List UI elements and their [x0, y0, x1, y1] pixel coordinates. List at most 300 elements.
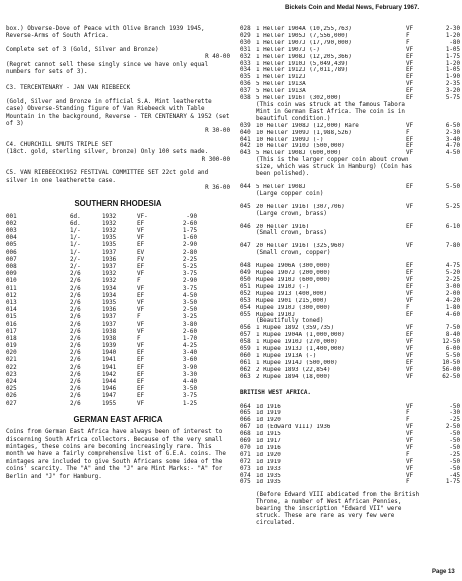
lot-number: 011	[6, 285, 17, 292]
price: 1-20	[445, 60, 460, 67]
edward-note: (Before Edward VIII abdicated from the British Throne, a number of West African Pennies, bearing the inscription "Edward VII" were struck. These are rare as very few were circulated.	[256, 492, 420, 526]
price: 3-80	[182, 321, 197, 328]
table-row	[6, 393, 230, 400]
rhodesia-heading: SOUTHERN RHODESIA	[74, 199, 162, 209]
lot-number: 020	[6, 350, 17, 357]
denomination: 1/-	[70, 235, 81, 242]
year: 1935	[102, 235, 117, 242]
grade: F	[406, 304, 410, 311]
lot-number: 037	[240, 88, 251, 95]
table-row	[6, 300, 230, 307]
grade: VF	[137, 235, 145, 242]
price: 2-90	[182, 242, 197, 249]
lot-number: 021	[6, 357, 17, 364]
coin-description: 1 Heller 1912J	[256, 74, 306, 81]
c4-text: (18ct. gold, sterling silver, bronze) Only 100 sets made.	[6, 149, 209, 156]
year: 1942	[102, 371, 117, 378]
price: 12-50	[442, 339, 460, 346]
price: 3-40	[445, 136, 460, 143]
grade: VF	[137, 285, 145, 292]
grade: EF	[406, 270, 414, 277]
price: -80	[449, 39, 460, 46]
c5-price: R 36-00	[205, 184, 230, 191]
denomination: 2/6	[70, 278, 81, 285]
price: 1-80	[445, 304, 460, 311]
grade: EF	[137, 371, 145, 378]
list-item	[240, 204, 462, 211]
lot-number: 017	[6, 328, 17, 335]
denomination: 2/6	[70, 357, 81, 364]
year: 1955	[102, 400, 117, 407]
table-row	[6, 357, 230, 364]
table-row	[6, 343, 230, 350]
price: -25	[449, 451, 460, 458]
coin-description: Rupee 1910J (-)	[256, 283, 310, 290]
lot-number: 068	[240, 431, 251, 438]
lot-number: 024	[6, 379, 17, 386]
list-item	[240, 360, 462, 367]
price: 3-75	[182, 271, 197, 278]
denomination: 2/-	[70, 256, 81, 263]
coin-description: 1d 1917	[256, 438, 281, 445]
denomination: 2/6	[70, 343, 81, 350]
lot-number: 051	[240, 283, 251, 290]
table-row	[6, 242, 230, 249]
grade: EF	[137, 350, 145, 357]
coin-description: 1d (Edward VIII) 1936	[256, 424, 331, 431]
list-item	[240, 224, 462, 231]
list-item	[240, 81, 462, 88]
list-item	[240, 150, 462, 157]
coin-description: 1 Heller 1905J (7,556,000)	[256, 32, 349, 39]
price: 1-75	[182, 228, 197, 235]
grade: EF	[406, 95, 414, 102]
lot-number: 058	[240, 339, 251, 346]
lot-number: 060	[240, 352, 251, 359]
price: 3-50	[182, 386, 197, 393]
table-row	[6, 372, 230, 379]
grade: VF	[137, 228, 145, 235]
lot-number: 056	[240, 325, 251, 332]
grade: EF	[406, 359, 414, 366]
denomination: 2/6	[70, 328, 81, 335]
lot-number: 069	[240, 438, 251, 445]
year: 1935	[102, 242, 117, 249]
list-item	[240, 353, 462, 360]
price: 4-60	[445, 311, 460, 318]
price: 3-60	[182, 357, 197, 364]
c3-text: (Gold, Silver and Bronze in official S.A. Mint leatherette case) Obverse-Standing figure of Van Riebeeck with Table Mountain in the background, Reverse - TER CENTENARY & 1952 (set of 3)	[6, 98, 230, 128]
list-item	[240, 459, 462, 466]
denomination: 2/6	[70, 307, 81, 314]
table-row	[6, 286, 230, 293]
denomination: 2/6	[70, 299, 81, 306]
lot-number: 004	[6, 235, 17, 242]
lot-number: 035	[240, 74, 251, 81]
lot-number: 030	[240, 39, 251, 46]
list-item	[240, 404, 462, 411]
list-item	[240, 298, 462, 305]
lot-number: 067	[240, 424, 251, 431]
grade: F	[406, 129, 410, 136]
grade: EF	[137, 357, 145, 364]
price: 1-75	[445, 53, 460, 60]
lot-number: 015	[6, 314, 17, 321]
grade: F	[406, 451, 410, 458]
denomination: 2/6	[70, 271, 81, 278]
price: 3-00	[445, 283, 460, 290]
grade: VF	[137, 307, 145, 314]
coin-description: 1 Heller 1907J (17,790,000)	[256, 39, 352, 46]
left-column	[6, 26, 230, 481]
lot-number: 019	[6, 343, 17, 350]
lot-number: 053	[240, 297, 251, 304]
coin-description: 1 Heller 1908J (12,205,366)	[256, 53, 352, 60]
price: 1-05	[445, 67, 460, 74]
list-item	[240, 263, 462, 270]
lot-number: 073	[240, 465, 251, 472]
lot-number: 045	[240, 203, 251, 210]
price: 1-75	[445, 479, 460, 486]
list-item	[240, 95, 462, 102]
bwa-heading: BRITISH WEST AFRICA.	[240, 389, 311, 396]
price: 2-50	[182, 307, 197, 314]
price: 1-90	[445, 74, 460, 81]
lot-number: 046	[240, 223, 251, 230]
year: 1938	[102, 328, 117, 335]
price: 4-40	[182, 379, 197, 386]
list-item	[240, 277, 462, 284]
list-item	[240, 346, 462, 353]
coin-description: Rupee 1901 (215,000)	[256, 297, 327, 304]
coin-description: 1d 1916	[256, 444, 281, 451]
price: 1-60	[182, 235, 197, 242]
grade: F	[137, 314, 141, 321]
denomination: 2/6	[70, 335, 81, 342]
c4-price: R 300-00	[201, 156, 230, 163]
price: 2-90	[182, 278, 197, 285]
denomination: 1/-	[70, 249, 81, 256]
coin-description: 1 Heller 1912J (7,011,789)	[256, 67, 349, 74]
grade: VF	[406, 277, 414, 283]
coin-description: Rupee 1907J (200,000)	[256, 270, 331, 277]
year: 1934	[102, 285, 117, 292]
rhodesia-table	[6, 214, 230, 408]
coin-description: 1 Rupee 1913J (1,400,000)	[256, 346, 345, 353]
coin-description: 5 Heller 1908J (600,000)	[256, 150, 342, 157]
table-row	[6, 314, 230, 321]
coin-description: 1d 1920	[256, 417, 281, 424]
lot-number: 033	[240, 60, 251, 67]
table-row	[6, 278, 230, 285]
table-row	[6, 329, 230, 336]
grade: EF	[406, 311, 414, 318]
gea-heading: GERMAN EAST AFRICA	[73, 414, 163, 424]
grade: F	[406, 39, 410, 46]
grade: VF	[406, 290, 414, 297]
denomination: 2/6	[70, 285, 81, 292]
grade: VF	[406, 424, 414, 431]
lot-number: 028	[240, 26, 251, 32]
price: 4-50	[182, 292, 197, 299]
grade: VF	[406, 444, 414, 451]
grade: EF	[406, 53, 414, 60]
year: 1946	[102, 386, 117, 393]
lot-number: 026	[6, 393, 17, 400]
table-row	[6, 322, 230, 329]
lot-number: 014	[6, 307, 17, 314]
coin-description: Rupee 1913 (400,000)	[256, 290, 327, 297]
coin-description: 10 Heller 1910J (500,000)	[256, 143, 345, 150]
price: 5-25	[182, 264, 197, 271]
lot-number: 062	[240, 366, 251, 373]
year: 1940	[102, 350, 117, 357]
price: 4-70	[445, 143, 460, 150]
grade: EF	[406, 283, 414, 290]
list-item	[240, 305, 462, 312]
coin-description: 1 Rupee 1913A (-)	[256, 352, 317, 359]
price: 6-10	[445, 223, 460, 230]
grade: VF-	[137, 213, 148, 220]
c5-title: C5. VAN RIEBEECK1952 FESTIVAL COMMITTEE SET 22ct gold and silver in one leatherette case.	[6, 170, 209, 184]
table-row	[6, 401, 230, 408]
grade: VF	[137, 343, 145, 350]
price: 2-00	[445, 290, 460, 297]
lot-number: 007	[6, 256, 17, 263]
list-item	[240, 284, 462, 291]
table-row	[6, 336, 230, 343]
price: -50	[449, 444, 460, 451]
year: 1944	[102, 379, 117, 386]
grade: EF	[406, 263, 414, 270]
table-row	[6, 264, 230, 271]
lot-number: 031	[240, 46, 251, 53]
lot-number: 002	[6, 220, 17, 227]
price: 3-20	[445, 88, 460, 95]
list-item	[240, 452, 462, 459]
lot-number: 072	[240, 458, 251, 465]
lot-number: 018	[6, 335, 17, 342]
coin-description: 1 Heller 1907J (-)	[256, 46, 320, 53]
lot-number: 032	[240, 53, 251, 60]
grade: VF	[406, 403, 414, 410]
lot-number: 008	[6, 264, 17, 271]
lot-number: 074	[240, 472, 251, 479]
coin-description: 2 Rupee 1893 (22,854)	[256, 366, 331, 373]
coin-description: 10 Heller 1909J (1,988,526)	[256, 129, 352, 136]
grade: F	[137, 335, 141, 342]
year: 1932	[102, 271, 117, 278]
coin-description: 1d 1919	[256, 410, 281, 417]
price: 4-75	[445, 263, 460, 270]
price: 4-20	[445, 297, 460, 304]
coin-description: 1 Rupee 1904A (1,000,000)	[256, 332, 345, 339]
price: 5-50	[445, 183, 460, 190]
grade: VF	[406, 325, 414, 332]
grade: VF	[406, 438, 414, 445]
denomination: 2/6	[70, 350, 81, 357]
lot-number: 012	[6, 292, 17, 299]
grade: EF	[406, 183, 414, 190]
list-item	[240, 88, 462, 95]
denomination: 2/6	[70, 393, 81, 400]
list-item	[240, 123, 462, 130]
denomination: 6d.	[70, 220, 81, 227]
lot-number: 041	[240, 136, 251, 143]
coin-description: 1d 1935	[256, 479, 281, 486]
entry-046	[240, 224, 462, 231]
denomination: 2/6	[70, 314, 81, 321]
grade: VF	[406, 297, 414, 304]
set-price: R 40-00	[205, 54, 230, 61]
coin-description: 10 Heller 1908J (12,000) Rare	[256, 122, 359, 129]
price: 2-35	[445, 81, 460, 88]
lot-number: 061	[240, 359, 251, 366]
grade: EF	[406, 67, 414, 74]
list-item	[240, 431, 462, 438]
lot-number: 047	[240, 243, 251, 250]
grade: EF	[406, 136, 414, 143]
price: -50	[449, 438, 460, 445]
price: 6-00	[445, 346, 460, 353]
coin-description: Rupee 1910J	[256, 311, 296, 318]
lot-number: 049	[240, 270, 251, 277]
price: 4-50	[445, 150, 460, 157]
note-046: (Small crown, brass)	[256, 230, 327, 237]
coin-description: 1 Heller 1904A (10,255,763)	[256, 26, 352, 32]
list-item	[240, 291, 462, 298]
lot-number: 036	[240, 81, 251, 88]
year: 1939	[102, 343, 117, 350]
lot-number: 044	[240, 183, 251, 190]
denomination: 2/-	[70, 264, 81, 271]
grade: EV	[137, 249, 145, 256]
coin-description: Rupee 1906A (300,000)	[256, 263, 331, 270]
list-item	[240, 54, 462, 61]
price: 5-25	[445, 203, 460, 210]
denomination: 2/6	[70, 371, 81, 378]
grade: VF	[406, 243, 414, 250]
list-item	[240, 184, 462, 191]
grade: EF	[406, 223, 414, 230]
year: 1938	[102, 335, 117, 342]
table-row	[6, 257, 230, 264]
price: -50	[449, 403, 460, 410]
lot-number: 064	[240, 403, 251, 410]
price: 2-60	[182, 328, 197, 335]
list-item	[240, 445, 462, 452]
note-045: (Large crown, brass)	[256, 210, 327, 217]
lot-number: 022	[6, 364, 17, 371]
grade: VF	[137, 299, 145, 306]
price: 1-70	[182, 335, 197, 342]
rupee-list-d	[240, 325, 462, 380]
list-item	[240, 466, 462, 473]
list-item	[240, 473, 462, 480]
price: 2-30	[445, 26, 460, 32]
list-item	[240, 424, 462, 431]
grade: VF	[406, 465, 414, 472]
grade: EF	[137, 393, 145, 400]
grade: VF	[137, 321, 145, 328]
grade: VF	[406, 472, 414, 479]
lot-number: 054	[240, 304, 251, 311]
coin-description: 1d 1919	[256, 458, 281, 465]
table-row	[6, 235, 230, 242]
price: -25	[449, 417, 460, 424]
list-item	[240, 67, 462, 74]
price: 2-60	[182, 220, 197, 227]
price: 10-50	[442, 359, 460, 366]
coin-description: 1d 1915	[256, 431, 281, 438]
table-row	[6, 365, 230, 372]
grade: EF	[406, 332, 414, 339]
lot-number: 025	[6, 386, 17, 393]
denomination: 1/-	[70, 242, 81, 249]
lot-number: 071	[240, 451, 251, 458]
list-item	[240, 47, 462, 54]
price: 62-50	[442, 373, 460, 380]
grade: VF	[406, 203, 414, 210]
price: -90	[186, 213, 197, 220]
note-047: (Small crown, copper)	[256, 250, 331, 257]
price: -30	[449, 410, 460, 417]
coin-description: 1d 1933	[256, 465, 281, 472]
list-item	[240, 332, 462, 339]
year: 1937	[102, 321, 117, 328]
coin-description: 2 Rupee 1894 (18,000)	[256, 373, 331, 380]
year: 1947	[102, 393, 117, 400]
denomination: 6d.	[70, 213, 81, 220]
toned-note: (Beautifully toned)	[256, 318, 324, 325]
hamburg-note: (This is the larger copper coin about crown size, which was struck in Hamburg) (Coin has been polished).	[256, 157, 413, 178]
year: 1935	[102, 299, 117, 306]
lot-number: 057	[240, 332, 251, 339]
grade: VF	[406, 352, 414, 359]
list-item	[240, 143, 462, 150]
price: -45	[449, 472, 460, 479]
price: 7-50	[445, 325, 460, 332]
table-row	[6, 271, 230, 278]
table-row	[6, 307, 230, 314]
year: 1936	[102, 307, 117, 314]
grade: F	[406, 479, 410, 486]
lot-number: 039	[240, 122, 251, 129]
price: 2-25	[445, 277, 460, 283]
lot-number: 016	[6, 321, 17, 328]
bwa-list	[240, 404, 462, 487]
price: 2-50	[445, 424, 460, 431]
intro-paragraph: box.) Obverse-Dove of Peace with Olive Branch 1939 1945, Reverse-Arms of South Africa.	[6, 26, 205, 40]
coin-description: 20 Heller 1916T (325,960)	[256, 243, 345, 250]
price: 8-40	[445, 332, 460, 339]
list-item	[240, 367, 462, 374]
denomination: 2/6	[70, 364, 81, 371]
lot-number: 052	[240, 290, 251, 297]
coin-description: 5 Heller 1913A	[256, 81, 306, 88]
list-item	[240, 312, 462, 319]
year: 1932	[102, 220, 117, 227]
lot-number: 009	[6, 271, 17, 278]
price: 1-05	[445, 46, 460, 53]
regret-note: (Regret cannot sell these singly since we have only equal numbers for sets of 3).	[6, 61, 209, 76]
tabora-note: (This coin was struck at the famous Tabora Mint in German East Africa. The coin is in beautiful condition.)	[256, 101, 405, 122]
table-row	[6, 293, 230, 300]
heller-list-a	[240, 26, 462, 102]
denomination: 1/-	[70, 228, 81, 235]
price: 5-20	[445, 270, 460, 277]
entry-044	[240, 184, 462, 191]
